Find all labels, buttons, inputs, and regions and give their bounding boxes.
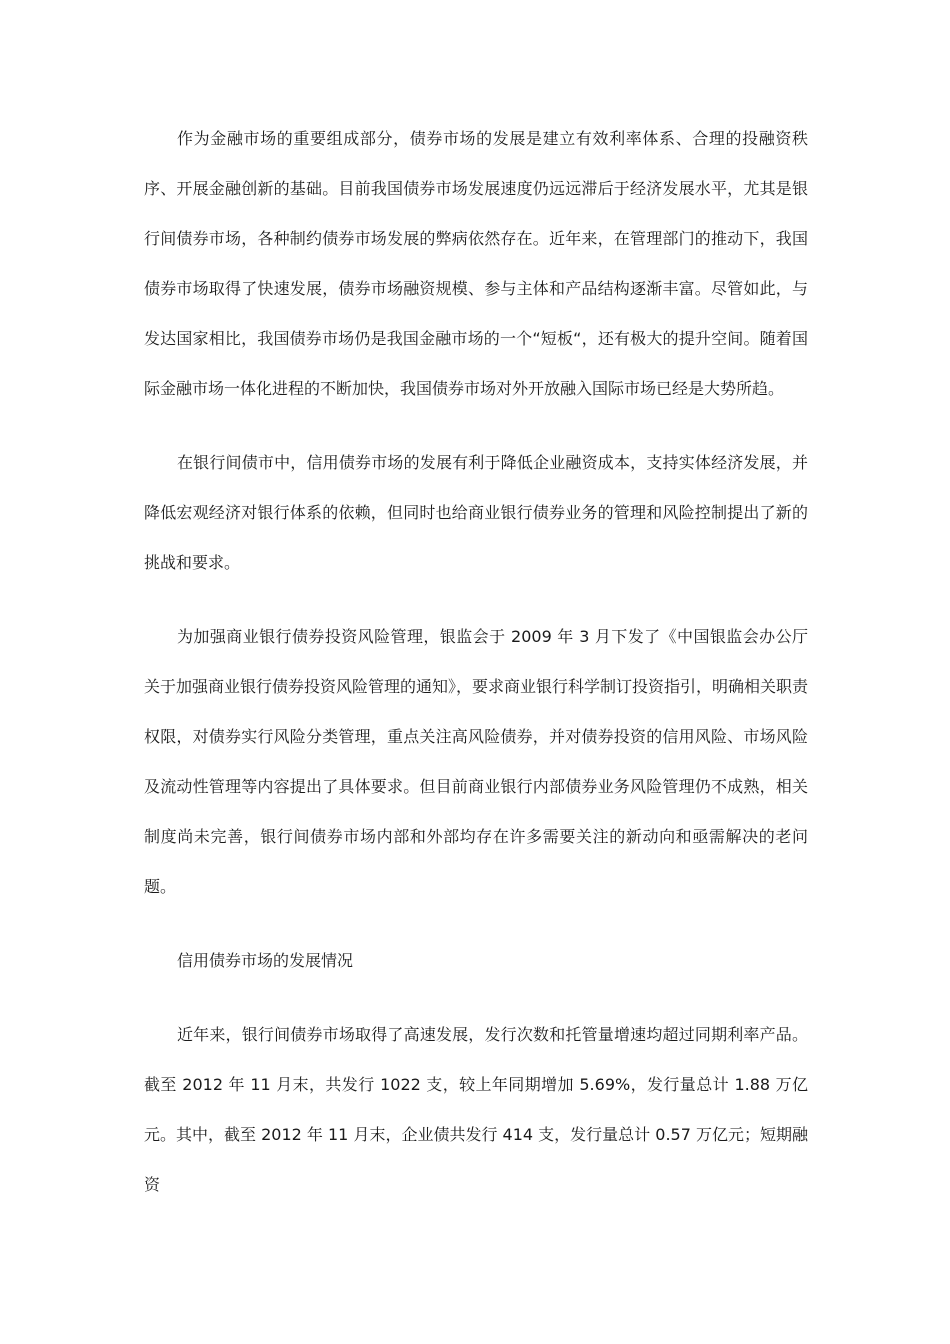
paragraph-regulatory-notice: 为加强商业银行债券投资风险管理，银监会于 2009 年 3 月下发了《中国银监会办公厅关于加强商业银行债券投资风险管理的通知》，要求商业银行科学制订投资指引，明确相关职责权限，对债券实行风险分类管理，重点关注高风险债券，并对债券投资的信用风险、市场风险及流动性管理等内容提出了具体要求。但目前商业银行内部债券业务风险管理仍不成熟，相关制度尚未完善，银行间债券市场内部和外部均存在许多需要关注的新动向和亟需解决的老问题。	[144, 627, 809, 896]
paragraph-bond-market-overview: 作为金融市场的重要组成部分，债券市场的发展是建立有效利率体系、合理的投融资秩序、开展金融创新的基础。目前我国债券市场发展速度仍远远滞后于经济发展水平，尤其是银行间债券市场，各种制约债券市场发展的弊病依然存在。近年来，在管理部门的推动下，我国债券市场取得了快速发展，债券市场融资规模、参与主体和产品结构逐渐丰富。尽管如此，与发达国家相比，我国债券市场仍是我国金融市场的一个“短板“，还有极大的提升空间。随着国际金融市场一体化进程的不断加快，我国债券市场对外开放融入国际市场已经是大势所趋。	[144, 129, 808, 398]
paragraph-credit-bond-significance: 在银行间债市中，信用债券市场的发展有利于降低企业融资成本，支持实体经济发展，并降低宏观经济对银行体系的依赖，但同时也给商业银行债券业务的管理和风险控制提出了新的挑战和要求。	[144, 453, 808, 572]
section-heading-credit-bond-development: 信用债券市场的发展情况	[177, 951, 354, 970]
document-body	[144, 114, 808, 1210]
paragraph-issuance-statistics: 近年来，银行间债券市场取得了高速发展，发行次数和托管量增速均超过同期利率产品。截至 2012 年 11 月末，共发行 1022 支，较上年同期增加 5.69%，发行量总计 1.88 万亿元。其中，截至 2012 年 11 月末，企业债共发行 414 支，发行量总计 0.57 万亿元；短期融资	[144, 1025, 808, 1194]
